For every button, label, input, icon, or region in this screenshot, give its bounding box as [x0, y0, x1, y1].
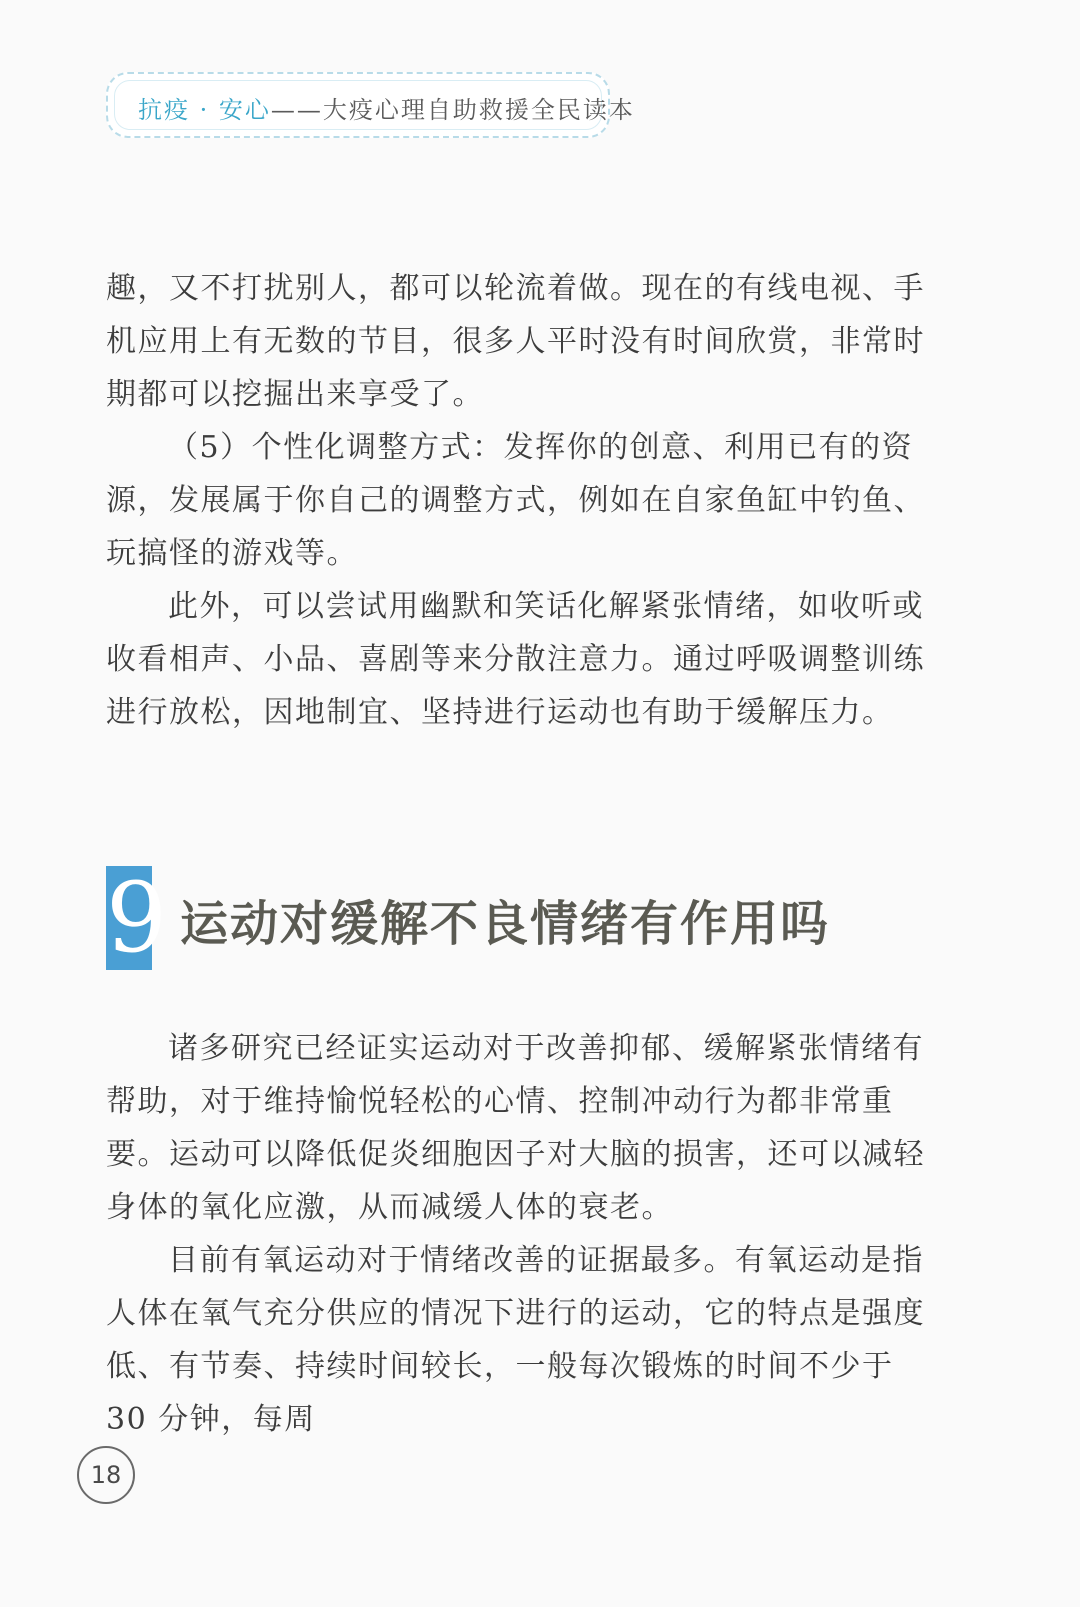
page-number: 18 [77, 1446, 135, 1504]
running-header [106, 72, 635, 138]
book-title [138, 90, 635, 125]
book-title-accent: 抗疫 · 安心 [138, 96, 271, 124]
continued-text [106, 262, 936, 739]
book-title-rest: ——大疫心理自助救援全民读本 [270, 96, 635, 124]
paragraph: 此外，可以尝试用幽默和笑话化解紧张情绪，如收听或收看相声、小品、喜剧等来分散注意力。通过呼吸调整训练进行放松，因地制宜、坚持进行运动也有助于缓解压力。 [106, 589, 925, 730]
section-title: 运动对缓解不良情绪有作用吗 [180, 896, 831, 952]
section-body [106, 1022, 936, 1446]
paragraph: 诸多研究已经证实运动对于改善抑郁、缓解紧张情绪有帮助，对于维持愉悦轻松的心情、控制冲动行为都非常重要。运动可以降低促炎细胞因子对大脑的损害，还可以减轻身体的氧化应激，从而减缓人体的衰老。 [106, 1031, 925, 1225]
paragraph: 趣，又不打扰别人，都可以轮流着做。现在的有线电视、手机应用上有无数的节目，很多人平时没有时间欣赏，非常时期都可以挖掘出来享受了。 [106, 271, 925, 412]
paragraph: （5）个性化调整方式：发挥你的创意、利用已有的资源，发展属于你自己的调整方式，例如在自家鱼缸中钓鱼、玩搞怪的游戏等。 [106, 430, 925, 571]
paragraph: 目前有氧运动对于情绪改善的证据最多。有氧运动是指人体在氧气充分供应的情况下进行的运动，它的特点是强度低、有节奏、持续时间较长，一般每次锻炼的时间不少于 30 分钟，每周 [106, 1243, 925, 1437]
section-number-badge: 9 [106, 862, 168, 974]
